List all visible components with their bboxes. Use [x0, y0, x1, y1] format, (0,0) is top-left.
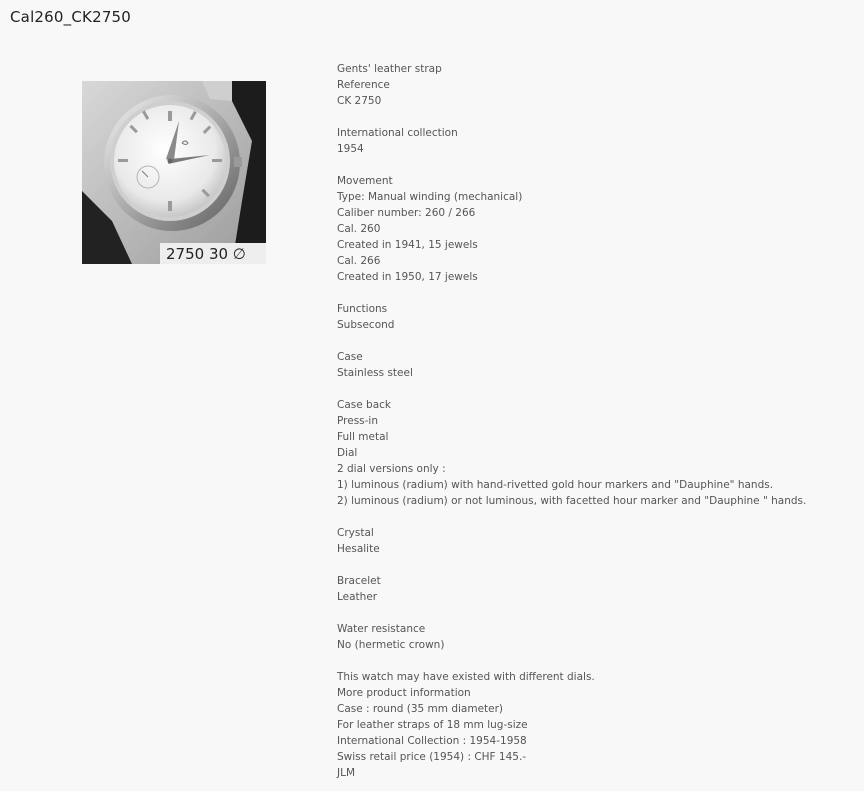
spec-heading: Functions	[337, 303, 388, 315]
spec-divider	[337, 605, 857, 621]
spec-value: 1954	[337, 143, 364, 155]
spec-value: Hesalite	[337, 543, 380, 555]
spec-divider	[337, 509, 857, 525]
spec-divider	[337, 653, 857, 669]
spec-value: Cal. 266	[337, 255, 381, 267]
spec-heading: Water resistance	[337, 623, 426, 635]
spec-value: Leather	[337, 591, 378, 603]
spec-value: More product information	[337, 687, 471, 699]
product-specs	[337, 61, 857, 781]
spec-value: 2 dial versions only :	[337, 463, 446, 475]
spec-heading: Case back	[337, 399, 391, 411]
spec-heading: Crystal	[337, 527, 374, 539]
spec-divider	[337, 285, 857, 301]
spec-value: Created in 1950, 17 jewels	[337, 271, 478, 283]
spec-heading: Gents' leather strap	[337, 63, 442, 75]
spec-heading: Movement	[337, 175, 393, 187]
spec-value: Dial	[337, 447, 358, 459]
spec-value: CK 2750	[337, 95, 382, 107]
spec-value: Cal. 260	[337, 223, 381, 235]
spec-value: Stainless steel	[337, 367, 413, 379]
spec-value: Subsecond	[337, 319, 395, 331]
photo-label: 2750 30 ∅	[166, 245, 246, 263]
spec-divider	[337, 157, 857, 173]
spec-value: 2) luminous (radium) or not luminous, with facetted hour marker and "Dauphine " hands.	[337, 495, 807, 507]
spec-value: Full metal	[337, 431, 389, 443]
spec-value: Caliber number: 260 / 266	[337, 207, 476, 219]
page-title: Cal260_CK2750	[10, 8, 132, 26]
spec-value: Created in 1941, 15 jewels	[337, 239, 478, 251]
spec-value: JLM	[337, 767, 356, 779]
spec-value: Swiss retail price (1954) : CHF 145.-	[337, 751, 527, 763]
spec-divider	[337, 557, 857, 573]
spec-divider	[337, 109, 857, 125]
spec-value: Press-in	[337, 415, 378, 427]
spec-heading: International collection	[337, 127, 458, 139]
spec-value: International Collection : 1954-1958	[337, 735, 527, 747]
spec-divider	[337, 381, 857, 397]
spec-value: Type: Manual winding (mechanical)	[337, 191, 523, 203]
spec-value: No (hermetic crown)	[337, 639, 445, 651]
spec-value: Reference	[337, 79, 390, 91]
spec-heading: This watch may have existed with different dials.	[337, 671, 595, 683]
spec-value: 1) luminous (radium) with hand-rivetted gold hour markers and "Dauphine" hands.	[337, 479, 774, 491]
spec-value: For leather straps of 18 mm lug-size	[337, 719, 528, 731]
watch-photo	[82, 81, 266, 264]
spec-value: Case : round (35 mm diameter)	[337, 703, 504, 715]
spec-heading: Case	[337, 351, 363, 363]
spec-divider	[337, 333, 857, 349]
spec-heading: Bracelet	[337, 575, 381, 587]
